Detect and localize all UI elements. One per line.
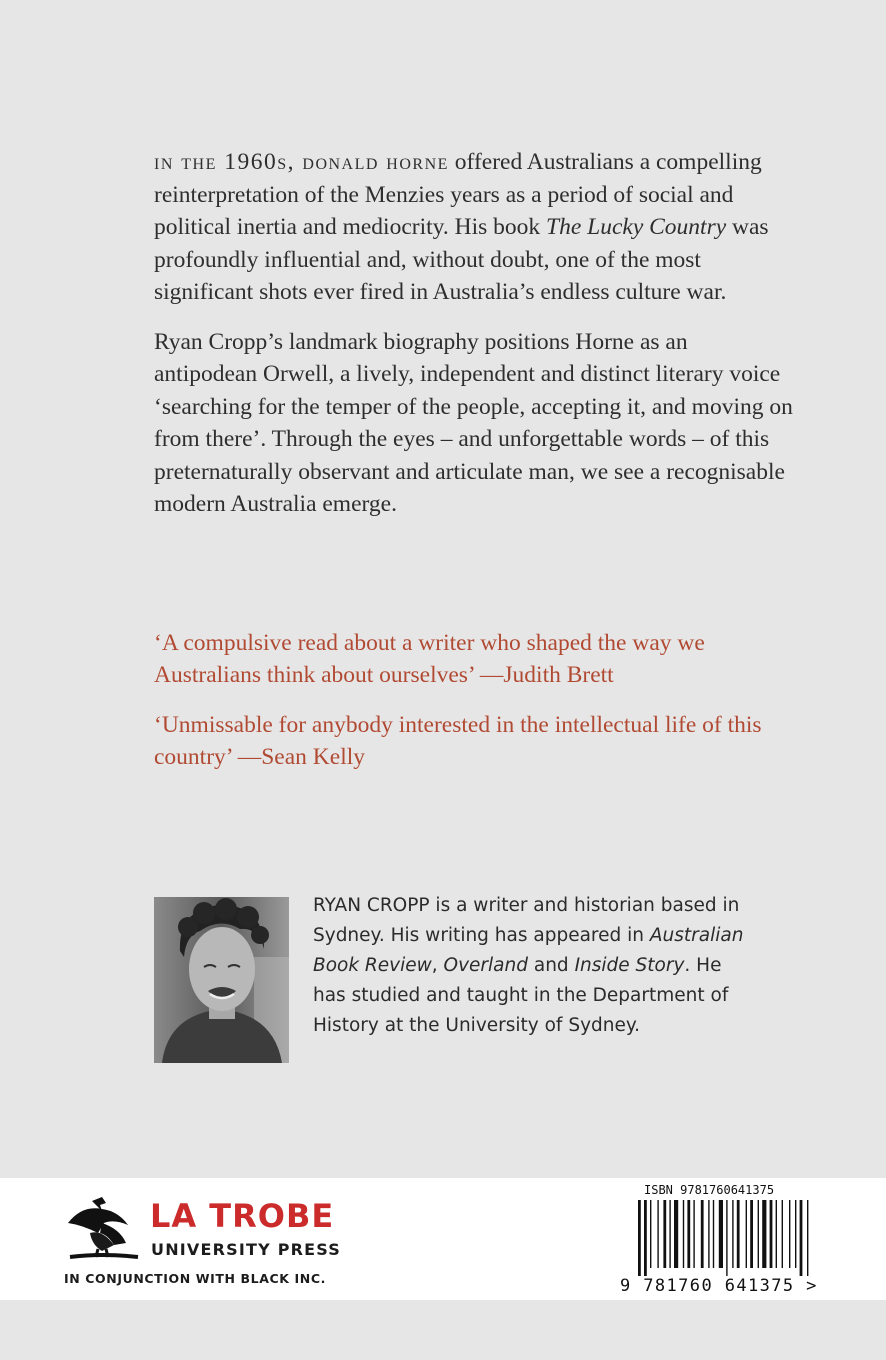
barcode-bar — [687, 1200, 690, 1268]
blurb-paragraph-1 — [154, 146, 794, 309]
publisher-press: UNIVERSITY PRESS — [151, 1240, 342, 1259]
barcode-bar — [708, 1200, 709, 1268]
book-title: The Lucky Country — [546, 214, 727, 240]
barcode-bar — [770, 1200, 773, 1268]
bottom-margin — [0, 1300, 886, 1360]
author-bio — [313, 891, 753, 1041]
endorsement-quote: ‘Unmissable for anybody interested in the intellectual life of this country’ —Sean Kelly — [154, 712, 762, 770]
publisher-name: LA TROBE — [150, 1197, 335, 1235]
isbn-label: ISBN 9781760641375 — [644, 1183, 775, 1197]
barcode-bar — [638, 1200, 641, 1276]
barcode-bar — [713, 1200, 714, 1268]
publication-title: Overland — [443, 955, 528, 976]
barcode-bar — [800, 1200, 803, 1276]
barcode-bar — [719, 1200, 723, 1268]
blurb — [154, 146, 794, 538]
bio-text: and — [527, 955, 575, 976]
barcode-bar — [737, 1200, 740, 1268]
endorsements — [154, 627, 794, 791]
barcode-bar — [650, 1200, 651, 1268]
barcode-bar — [657, 1200, 658, 1268]
barcode-bar — [683, 1200, 684, 1268]
bio-text: , — [431, 955, 444, 976]
barcode-bar — [807, 1200, 808, 1276]
barcode-bar — [726, 1200, 727, 1276]
bio-text: RYAN CROPP is a writer and historian based in Sydney. His writing has appeared in — [313, 895, 740, 946]
barcode-bar — [758, 1200, 759, 1268]
barcode-bar — [789, 1200, 790, 1268]
blurb-text: was profoundly influential and, without doubt, one of the most significant shots ever fired in Australia’s endless culture war. — [154, 214, 769, 305]
barcode-bar — [732, 1200, 733, 1268]
barcode-bar — [693, 1200, 694, 1268]
barcode-bar — [701, 1200, 704, 1268]
barcode-bar — [674, 1200, 678, 1268]
publication-title: Australian Book Review — [313, 925, 744, 976]
publisher-conjunction: IN CONJUNCTION WITH BLACK INC. — [64, 1271, 326, 1286]
blurb-text: offered Australians a compelling reinterpretation of the Menzies years as a period of social and political inertia and mediocrity. His book — [154, 149, 762, 240]
author-photo — [154, 897, 289, 1063]
opening-small-caps: in the 1960s, donald horne — [154, 149, 449, 175]
barcode-bar — [669, 1200, 670, 1268]
blurb-paragraph-2: Ryan Cropp’s landmark biography positions Horne as an antipodean Orwell, a lively, independent and distinct literary voice ‘searching for the temper of the people, accepting it, and moving on from there’. Through the eyes – and unforgettable words – of this preternaturally observant and articulate man, we see a recognisable modern Australia emerge. — [154, 328, 793, 517]
barcode-bar — [663, 1200, 666, 1268]
bio-text: . He has studied and taught in the Department of History at the University of Sydney. — [313, 955, 729, 1036]
publication-title: Inside Story — [574, 955, 685, 976]
barcode-bar — [776, 1200, 777, 1268]
barcode-bar — [762, 1200, 766, 1268]
barcode-bar — [750, 1200, 753, 1268]
endorsement-quote: ‘A compulsive read about a writer who shaped the way we Australians think about ourselves’ —Judith Brett — [154, 630, 705, 688]
barcode-bar — [746, 1200, 747, 1268]
barcode-bar — [644, 1200, 647, 1276]
barcode — [636, 1200, 826, 1276]
barcode-digits: 9 781760 641375 > — [620, 1276, 818, 1296]
barcode-bar — [782, 1200, 783, 1268]
barcode-bar — [795, 1200, 796, 1268]
eagle-icon — [62, 1195, 142, 1263]
author-portrait-icon — [154, 897, 289, 1063]
